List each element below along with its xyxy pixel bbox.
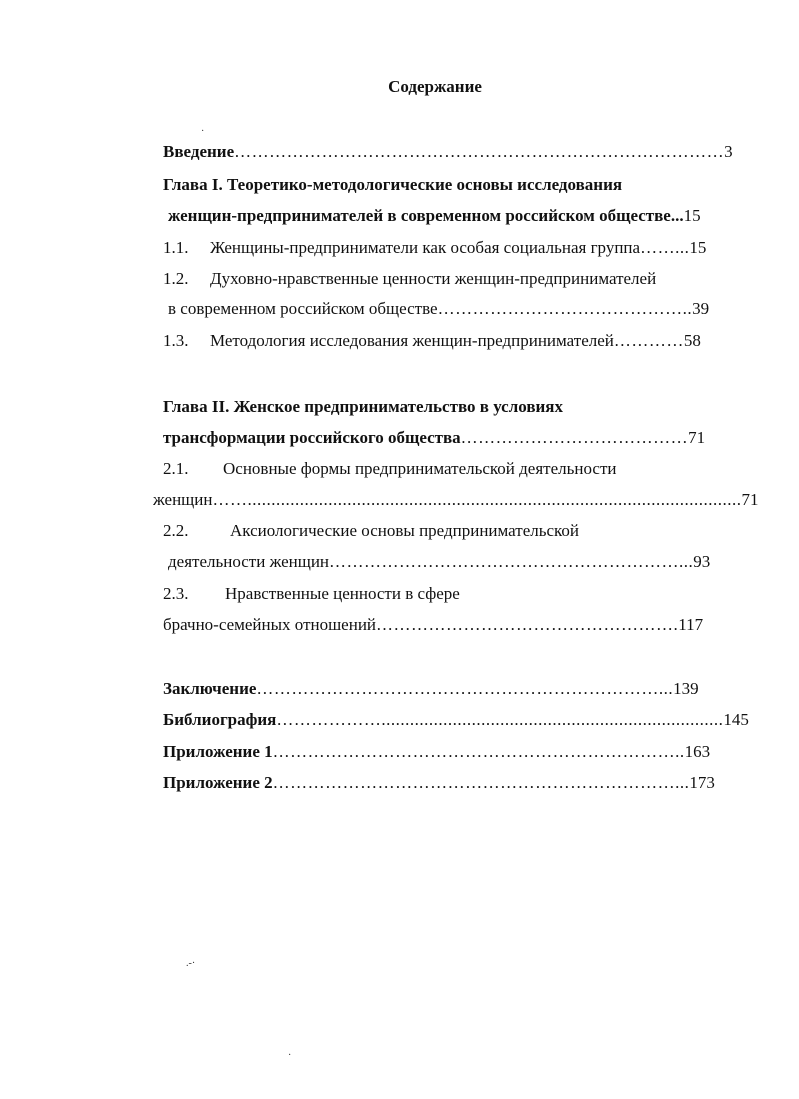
leader-dots: ………………………………… xyxy=(460,428,689,447)
leader-dots: …………………………………….. xyxy=(437,299,693,318)
page-title: Содержание xyxy=(388,77,482,96)
toc-section-2-3-line-2 xyxy=(163,614,763,636)
section-title-cont: брачно-семейных отношений xyxy=(163,615,377,634)
toc-entry-introduction xyxy=(163,141,763,163)
leader-dots: ……………………………………………………………... xyxy=(256,679,674,698)
toc-section-1-1 xyxy=(163,237,763,259)
section-title: Основные формы предпринимательской деятельности xyxy=(223,459,617,478)
entry-label: Библиография xyxy=(163,710,277,729)
leader-dots: ………………………………………………………………………… xyxy=(234,142,725,161)
section-title: Нравственные ценности в сфере xyxy=(225,584,460,603)
section-title: Духовно-нравственные ценности женщин-предпринимателей xyxy=(210,269,657,288)
page-number: 71 xyxy=(741,490,758,509)
leader-dots: ……………………………………………………... xyxy=(329,552,694,571)
toc-entry-conclusion xyxy=(163,678,763,700)
section-number: 2.3. xyxy=(163,584,189,603)
page-number: 117 xyxy=(678,615,704,634)
section-title: Женщины-предприниматели как особая социальная группа xyxy=(210,238,641,257)
page-number: 173 xyxy=(689,773,715,792)
leader-dots: ………… xyxy=(613,331,684,350)
section-title-cont: женщин xyxy=(153,490,213,509)
toc-entry-appendix-2 xyxy=(163,772,763,794)
leader-dots: ……... xyxy=(640,238,690,257)
section-number: 1.2. xyxy=(163,269,189,288)
page-number: 93 xyxy=(693,552,711,571)
page-number: 163 xyxy=(684,742,711,761)
toc-section-1-3 xyxy=(163,330,763,352)
leader-dots: ………………........................................................................ xyxy=(276,710,724,729)
toc-entry-bibliography xyxy=(163,709,763,731)
toc-section-2-1-line-1 xyxy=(163,458,763,480)
section-title-cont: в современном российском обществе xyxy=(168,299,438,318)
entry-label: Заключение xyxy=(163,679,257,698)
section-number: 1.1. xyxy=(163,238,189,257)
entry-label: Приложение 2 xyxy=(163,773,273,792)
scan-speck: .-· xyxy=(186,958,196,969)
page-number: 15 xyxy=(683,206,701,225)
toc-chapter-1-line-1 xyxy=(163,174,763,196)
leader-dots: …………………………………………………………….. xyxy=(272,742,685,761)
page-number: 71 xyxy=(688,428,706,447)
toc-chapter-2-line-1 xyxy=(163,396,763,418)
leader-dots: ……………………………………………. xyxy=(376,615,679,634)
entry-label: Приложение 1 xyxy=(163,742,273,761)
page-number: 58 xyxy=(683,331,701,350)
section-number: 2.1. xyxy=(163,459,189,478)
section-title: Методология исследования женщин-предпринимателей xyxy=(210,331,614,350)
chapter-heading-cont: женщин-предпринимателей в современном российском обществе... xyxy=(168,206,684,225)
page-number: 145 xyxy=(723,710,749,729)
toc-section-2-2-line-1 xyxy=(163,520,763,542)
toc-chapter-1-line-2 xyxy=(168,205,768,227)
toc-section-2-2-line-2 xyxy=(168,551,768,573)
chapter-heading-cont: трансформации российского общества xyxy=(163,428,461,447)
entry-label: Введение xyxy=(163,142,235,161)
toc-section-2-3-line-1 xyxy=(163,583,763,605)
section-number: 1.3. xyxy=(163,331,189,350)
toc-chapter-2-line-2 xyxy=(163,427,763,449)
toc-section-1-2-line-1 xyxy=(163,268,763,290)
page-number: 139 xyxy=(673,679,699,698)
section-title: Аксиологические основы предпринимательской xyxy=(230,521,580,540)
section-number: 2.2. xyxy=(163,521,189,540)
chapter-heading: Глава I. Теоретико-методологические основы исследования xyxy=(163,175,623,194)
scan-speck: · xyxy=(288,1050,292,1061)
section-title-cont: деятельности женщин xyxy=(168,552,330,571)
leader-dots: ……………………………………………………………... xyxy=(272,773,690,792)
scan-speck: · xyxy=(201,126,205,137)
leader-dots: ……........................................................................................................ xyxy=(212,490,742,509)
toc-entry-appendix-1 xyxy=(163,741,763,763)
chapter-heading: Глава II. Женское предпринимательство в условиях xyxy=(163,397,563,416)
page-number: 39 xyxy=(692,299,710,318)
toc-section-2-1-line-2 xyxy=(153,489,758,511)
page-number: 15 xyxy=(689,238,707,257)
toc-section-1-2-line-2 xyxy=(168,298,768,320)
page-number: 3 xyxy=(724,142,733,161)
